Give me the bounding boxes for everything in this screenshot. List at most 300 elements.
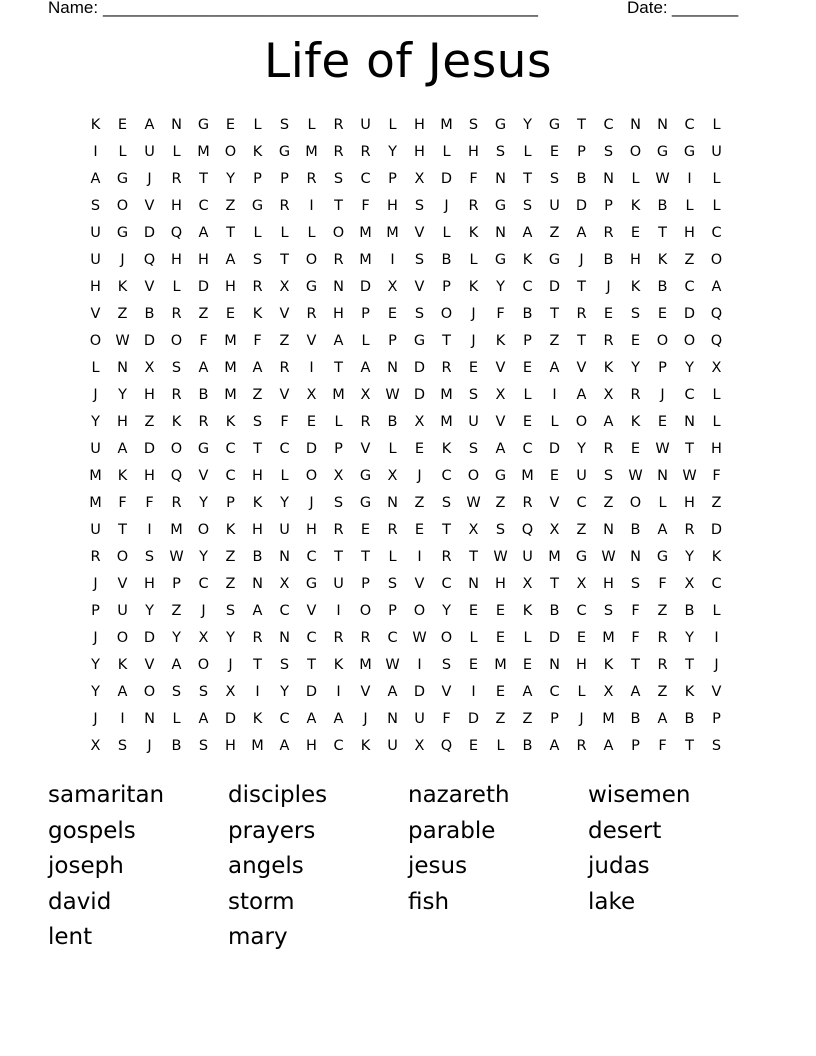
grid-letter: V bbox=[360, 684, 371, 700]
grid-letter: A bbox=[657, 522, 668, 538]
grid-letter: X bbox=[468, 522, 479, 538]
grid-letter: T bbox=[361, 549, 370, 565]
grid-letter: G bbox=[305, 279, 318, 295]
grid-letter: K bbox=[225, 522, 236, 538]
grid-letter: J bbox=[147, 738, 152, 754]
grid-letter: H bbox=[468, 144, 479, 160]
grid-letter: L bbox=[550, 414, 559, 430]
grid-letter: C bbox=[225, 468, 236, 484]
grid-letter: Y bbox=[685, 630, 694, 646]
grid-letter: Y bbox=[226, 171, 235, 187]
grid-letter: S bbox=[90, 198, 101, 214]
grid-letter: Y bbox=[577, 441, 586, 457]
grid-letter: Q bbox=[440, 738, 453, 754]
grid-letter: B bbox=[684, 603, 695, 619]
grid-letter: M bbox=[440, 414, 453, 430]
grid-letter: L bbox=[388, 441, 397, 457]
grid-letter: G bbox=[548, 117, 561, 133]
grid-letter: S bbox=[414, 252, 425, 268]
grid-letter: L bbox=[523, 387, 532, 403]
grid-letter: O bbox=[305, 468, 318, 484]
grid-letter: H bbox=[144, 576, 155, 592]
grid-letter: N bbox=[630, 549, 641, 565]
grid-letter: B bbox=[549, 603, 560, 619]
grid-letter: R bbox=[387, 522, 398, 538]
grid-letter: C bbox=[360, 171, 371, 187]
grid-letter: L bbox=[172, 144, 181, 160]
grid-letter: X bbox=[522, 576, 533, 592]
grid-letter: C bbox=[684, 117, 695, 133]
grid-letter: A bbox=[549, 738, 560, 754]
grid-letter: H bbox=[495, 576, 506, 592]
grid-letter: M bbox=[89, 468, 102, 484]
grid-letter: C bbox=[684, 387, 695, 403]
grid-letter: F bbox=[145, 495, 154, 511]
grid-letter: C bbox=[684, 279, 695, 295]
grid-letter: G bbox=[116, 225, 129, 241]
grid-letter: G bbox=[494, 117, 507, 133]
grid-letter: E bbox=[657, 414, 668, 430]
grid-letter: O bbox=[197, 657, 210, 673]
grid-letter: L bbox=[712, 117, 721, 133]
grid-letter: U bbox=[360, 117, 371, 133]
grid-letter: D bbox=[710, 522, 723, 538]
grid-letter: I bbox=[309, 360, 314, 376]
word-list-item: jesus bbox=[408, 853, 468, 879]
word-list-item: nazareth bbox=[408, 782, 510, 808]
grid-letter: Z bbox=[225, 198, 236, 214]
grid-letter: K bbox=[171, 414, 182, 430]
grid-letter: A bbox=[225, 252, 236, 268]
grid-letter: K bbox=[252, 711, 263, 727]
grid-letter: K bbox=[441, 441, 452, 457]
grid-letter: S bbox=[468, 441, 479, 457]
grid-letter: O bbox=[656, 333, 669, 349]
grid-letter: A bbox=[306, 711, 317, 727]
grid-letter: N bbox=[333, 279, 344, 295]
grid-letter: S bbox=[171, 684, 182, 700]
grid-letter: A bbox=[603, 414, 614, 430]
grid-letter: T bbox=[631, 657, 640, 673]
grid-letter: B bbox=[630, 522, 641, 538]
grid-letter: M bbox=[170, 522, 183, 538]
grid-letter: D bbox=[143, 225, 156, 241]
grid-letter: R bbox=[333, 630, 344, 646]
grid-letter: P bbox=[388, 171, 397, 187]
grid-letter: L bbox=[91, 360, 100, 376]
grid-letter: K bbox=[252, 144, 263, 160]
grid-letter: H bbox=[414, 144, 425, 160]
grid-letter: C bbox=[225, 441, 236, 457]
grid-letter: Z bbox=[144, 414, 155, 430]
grid-letter: L bbox=[118, 144, 127, 160]
grid-letter: I bbox=[390, 252, 395, 268]
grid-letter: Z bbox=[252, 387, 263, 403]
grid-letter: C bbox=[522, 441, 533, 457]
grid-letter: P bbox=[334, 441, 343, 457]
grid-letter: F bbox=[469, 171, 478, 187]
grid-letter: S bbox=[468, 387, 479, 403]
grid-letter: K bbox=[117, 657, 128, 673]
grid-letter: D bbox=[413, 387, 426, 403]
grid-letter: M bbox=[224, 333, 237, 349]
grid-letter: I bbox=[417, 549, 422, 565]
grid-letter: X bbox=[144, 360, 155, 376]
grid-letter: Z bbox=[225, 549, 236, 565]
grid-letter: G bbox=[575, 549, 588, 565]
grid-letter: H bbox=[306, 738, 317, 754]
grid-letter: I bbox=[120, 711, 125, 727]
grid-letter: U bbox=[522, 549, 533, 565]
grid-letter: P bbox=[388, 333, 397, 349]
grid-letter: F bbox=[118, 495, 127, 511]
grid-letter: Y bbox=[631, 360, 640, 376]
grid-letter: U bbox=[576, 468, 587, 484]
grid-letter: L bbox=[280, 468, 289, 484]
grid-letter: A bbox=[252, 360, 263, 376]
grid-letter: L bbox=[523, 630, 532, 646]
grid-letter: O bbox=[116, 630, 129, 646]
grid-letter: O bbox=[683, 333, 696, 349]
grid-letter: P bbox=[631, 738, 640, 754]
grid-letter: X bbox=[90, 738, 101, 754]
grid-letter: E bbox=[603, 306, 614, 322]
grid-letter: K bbox=[495, 333, 506, 349]
grid-letter: S bbox=[495, 144, 506, 160]
word-list-item: fish bbox=[408, 888, 450, 915]
grid-letter: U bbox=[90, 522, 101, 538]
grid-letter: D bbox=[413, 684, 426, 700]
grid-letter: J bbox=[120, 252, 125, 268]
grid-letter: V bbox=[495, 414, 506, 430]
grid-letter: G bbox=[494, 198, 507, 214]
grid-letter: K bbox=[468, 225, 479, 241]
grid-letter: C bbox=[198, 576, 209, 592]
grid-letter: L bbox=[577, 684, 586, 700]
grid-letter: V bbox=[144, 657, 155, 673]
grid-letter: D bbox=[548, 279, 561, 295]
grid-letter: E bbox=[657, 306, 668, 322]
grid-letter: S bbox=[468, 117, 479, 133]
grid-letter: Z bbox=[657, 603, 668, 619]
grid-letter: T bbox=[685, 738, 694, 754]
grid-letter: Z bbox=[549, 225, 560, 241]
word-list-item: lent bbox=[48, 924, 93, 950]
grid-letter: D bbox=[548, 630, 561, 646]
grid-letter: A bbox=[117, 684, 128, 700]
grid-letter: E bbox=[549, 468, 560, 484]
grid-letter: X bbox=[198, 630, 209, 646]
grid-letter: O bbox=[440, 306, 453, 322]
grid-letter: C bbox=[711, 225, 722, 241]
grid-letter: A bbox=[630, 684, 641, 700]
grid-letter: N bbox=[144, 711, 155, 727]
grid-letter: Y bbox=[280, 495, 289, 511]
grid-letter: H bbox=[117, 414, 128, 430]
page-title: Life of Jesus bbox=[264, 34, 552, 89]
grid-letter: J bbox=[579, 711, 584, 727]
grid-letter: T bbox=[658, 225, 667, 241]
word-list bbox=[48, 778, 768, 956]
grid-letter: H bbox=[171, 252, 182, 268]
word-list-item: prayers bbox=[228, 817, 316, 844]
grid-letter: E bbox=[306, 414, 317, 430]
grid-letter: S bbox=[441, 495, 452, 511]
grid-letter: X bbox=[711, 360, 722, 376]
grid-letter: S bbox=[387, 576, 398, 592]
grid-letter: L bbox=[469, 630, 478, 646]
grid-letter: J bbox=[228, 657, 233, 673]
grid-letter: K bbox=[90, 117, 101, 133]
grid-letter: M bbox=[305, 144, 318, 160]
grid-letter: R bbox=[576, 306, 587, 322]
grid-letter: V bbox=[495, 360, 506, 376]
grid-letter: P bbox=[361, 306, 370, 322]
grid-letter: O bbox=[359, 603, 372, 619]
grid-letter: P bbox=[226, 495, 235, 511]
grid-letter: Z bbox=[657, 684, 668, 700]
grid-letter: L bbox=[685, 198, 694, 214]
word-list-item: lake bbox=[588, 888, 636, 915]
grid-letter: W bbox=[655, 441, 670, 457]
grid-letter: R bbox=[522, 495, 533, 511]
grid-letter: L bbox=[253, 117, 262, 133]
grid-letter: D bbox=[143, 630, 156, 646]
grid-letter: S bbox=[333, 495, 344, 511]
grid-letter: Y bbox=[118, 387, 127, 403]
grid-letter: R bbox=[252, 630, 263, 646]
grid-letter: K bbox=[225, 414, 236, 430]
grid-letter: W bbox=[655, 171, 670, 187]
grid-letter: R bbox=[252, 279, 263, 295]
grid-letter: H bbox=[387, 198, 398, 214]
letter-grid bbox=[82, 112, 730, 760]
grid-letter: N bbox=[684, 414, 695, 430]
grid-letter: Y bbox=[91, 684, 100, 700]
grid-letter: R bbox=[360, 144, 371, 160]
grid-letter: H bbox=[576, 657, 587, 673]
grid-letter: Y bbox=[91, 657, 100, 673]
grid-letter: S bbox=[414, 306, 425, 322]
grid-letter: T bbox=[307, 657, 316, 673]
grid-letter: L bbox=[658, 495, 667, 511]
grid-letter: S bbox=[603, 144, 614, 160]
grid-letter: S bbox=[198, 738, 209, 754]
grid-letter: F bbox=[658, 738, 667, 754]
grid-letter: R bbox=[603, 225, 614, 241]
grid-letter: S bbox=[414, 198, 425, 214]
grid-letter: P bbox=[172, 576, 181, 592]
grid-letter: W bbox=[169, 549, 184, 565]
grid-letter: J bbox=[93, 711, 98, 727]
grid-letter: A bbox=[333, 333, 344, 349]
grid-letter: O bbox=[197, 522, 210, 538]
grid-letter: E bbox=[360, 522, 371, 538]
grid-letter: C bbox=[198, 198, 209, 214]
grid-letter: P bbox=[712, 711, 721, 727]
grid-letter: L bbox=[712, 171, 721, 187]
word-list-item: angels bbox=[228, 853, 304, 879]
grid-letter: H bbox=[333, 306, 344, 322]
grid-letter: K bbox=[603, 360, 614, 376]
word-list-item: david bbox=[48, 888, 112, 915]
grid-letter: X bbox=[306, 387, 317, 403]
grid-letter: J bbox=[714, 657, 719, 673]
grid-letter: B bbox=[657, 198, 668, 214]
grid-letter: B bbox=[522, 306, 533, 322]
grid-letter: H bbox=[684, 495, 695, 511]
grid-letter: G bbox=[683, 144, 696, 160]
grid-letter: D bbox=[359, 279, 372, 295]
grid-letter: O bbox=[629, 495, 642, 511]
grid-letter: E bbox=[387, 306, 398, 322]
grid-letter: X bbox=[414, 414, 425, 430]
grid-letter: W bbox=[385, 387, 400, 403]
word-list-item: mary bbox=[228, 924, 288, 950]
date-field[interactable]: _______ bbox=[672, 0, 739, 17]
grid-letter: L bbox=[631, 171, 640, 187]
grid-letter: O bbox=[170, 441, 183, 457]
grid-letter: S bbox=[549, 171, 560, 187]
grid-letter: T bbox=[118, 522, 127, 538]
grid-letter: Y bbox=[685, 549, 694, 565]
grid-letter: B bbox=[576, 171, 587, 187]
grid-letter: T bbox=[334, 549, 343, 565]
grid-letter: V bbox=[198, 468, 209, 484]
grid-letter: S bbox=[252, 252, 263, 268]
grid-letter: A bbox=[495, 441, 506, 457]
grid-letter: M bbox=[197, 144, 210, 160]
grid-letter: E bbox=[522, 414, 533, 430]
grid-letter: S bbox=[117, 738, 128, 754]
grid-letter: Z bbox=[576, 522, 587, 538]
grid-letter: F bbox=[199, 333, 208, 349]
name-field[interactable]: ______________________________________________ bbox=[103, 0, 538, 17]
grid-letter: Y bbox=[199, 495, 208, 511]
grid-letter: X bbox=[414, 171, 425, 187]
grid-letter: L bbox=[442, 144, 451, 160]
grid-letter: H bbox=[252, 468, 263, 484]
grid-letter: V bbox=[144, 198, 155, 214]
grid-letter: B bbox=[441, 252, 452, 268]
grid-letter: R bbox=[306, 306, 317, 322]
grid-letter: X bbox=[225, 684, 236, 700]
grid-letter: Y bbox=[685, 360, 694, 376]
grid-letter: J bbox=[147, 171, 152, 187]
grid-letter: V bbox=[90, 306, 101, 322]
grid-letter: G bbox=[116, 171, 129, 187]
grid-letter: C bbox=[576, 603, 587, 619]
grid-letter: C bbox=[576, 495, 587, 511]
grid-letter: H bbox=[414, 117, 425, 133]
grid-letter: G bbox=[413, 333, 426, 349]
word-list-item: joseph bbox=[48, 853, 124, 879]
grid-letter: K bbox=[630, 198, 641, 214]
grid-letter: G bbox=[197, 117, 210, 133]
grid-letter: O bbox=[332, 225, 345, 241]
grid-letter: O bbox=[116, 198, 129, 214]
grid-letter: R bbox=[171, 387, 182, 403]
word-list-item: storm bbox=[228, 888, 295, 915]
grid-letter: S bbox=[603, 468, 614, 484]
grid-letter: O bbox=[224, 144, 237, 160]
grid-letter: E bbox=[414, 522, 425, 538]
grid-letter: R bbox=[441, 360, 452, 376]
grid-letter: H bbox=[171, 198, 182, 214]
grid-letter: S bbox=[171, 360, 182, 376]
grid-letter: E bbox=[117, 117, 128, 133]
grid-letter: R bbox=[171, 495, 182, 511]
grid-letter: P bbox=[280, 171, 289, 187]
grid-letter: T bbox=[523, 171, 532, 187]
grid-letter: L bbox=[523, 144, 532, 160]
grid-letter: E bbox=[495, 630, 506, 646]
grid-letter: O bbox=[575, 414, 588, 430]
grid-letter: K bbox=[711, 549, 722, 565]
grid-letter: T bbox=[577, 333, 586, 349]
grid-letter: B bbox=[684, 711, 695, 727]
grid-letter: V bbox=[711, 684, 722, 700]
grid-letter: N bbox=[171, 117, 182, 133]
grid-letter: T bbox=[550, 576, 559, 592]
grid-letter: V bbox=[441, 684, 452, 700]
grid-letter: P bbox=[550, 711, 559, 727]
grid-letter: F bbox=[442, 711, 451, 727]
grid-letter: H bbox=[684, 225, 695, 241]
grid-letter: T bbox=[577, 279, 586, 295]
grid-letter: Q bbox=[170, 225, 183, 241]
grid-letter: A bbox=[603, 738, 614, 754]
grid-letter: U bbox=[414, 711, 425, 727]
grid-letter: W bbox=[601, 549, 616, 565]
grid-letter: H bbox=[711, 441, 722, 457]
grid-letter: R bbox=[279, 198, 290, 214]
grid-letter: X bbox=[360, 387, 371, 403]
grid-letter: C bbox=[549, 684, 560, 700]
grid-letter: L bbox=[388, 117, 397, 133]
grid-letter: A bbox=[522, 225, 533, 241]
grid-letter: K bbox=[684, 684, 695, 700]
grid-letter: J bbox=[93, 630, 98, 646]
grid-letter: C bbox=[306, 630, 317, 646]
grid-letter: Y bbox=[172, 630, 181, 646]
grid-letter: A bbox=[252, 603, 263, 619]
grid-letter: Z bbox=[711, 495, 722, 511]
grid-letter: I bbox=[471, 684, 476, 700]
grid-letter: S bbox=[711, 738, 722, 754]
grid-letter: A bbox=[360, 360, 371, 376]
grid-letter: M bbox=[359, 657, 372, 673]
grid-letter: C bbox=[441, 576, 452, 592]
grid-letter: E bbox=[414, 441, 425, 457]
grid-letter: E bbox=[522, 360, 533, 376]
grid-letter: W bbox=[628, 468, 643, 484]
grid-letter: O bbox=[413, 603, 426, 619]
grid-letter: A bbox=[387, 684, 398, 700]
grid-letter: T bbox=[442, 333, 451, 349]
grid-letter: N bbox=[549, 657, 560, 673]
grid-letter: J bbox=[444, 198, 449, 214]
grid-letter: B bbox=[387, 414, 398, 430]
grid-letter: O bbox=[170, 333, 183, 349]
grid-letter: F bbox=[496, 306, 505, 322]
grid-letter: J bbox=[309, 495, 314, 511]
grid-letter: K bbox=[360, 738, 371, 754]
grid-letter: J bbox=[417, 468, 422, 484]
grid-letter: T bbox=[226, 225, 235, 241]
grid-letter: Y bbox=[388, 144, 397, 160]
grid-letter: Z bbox=[495, 495, 506, 511]
